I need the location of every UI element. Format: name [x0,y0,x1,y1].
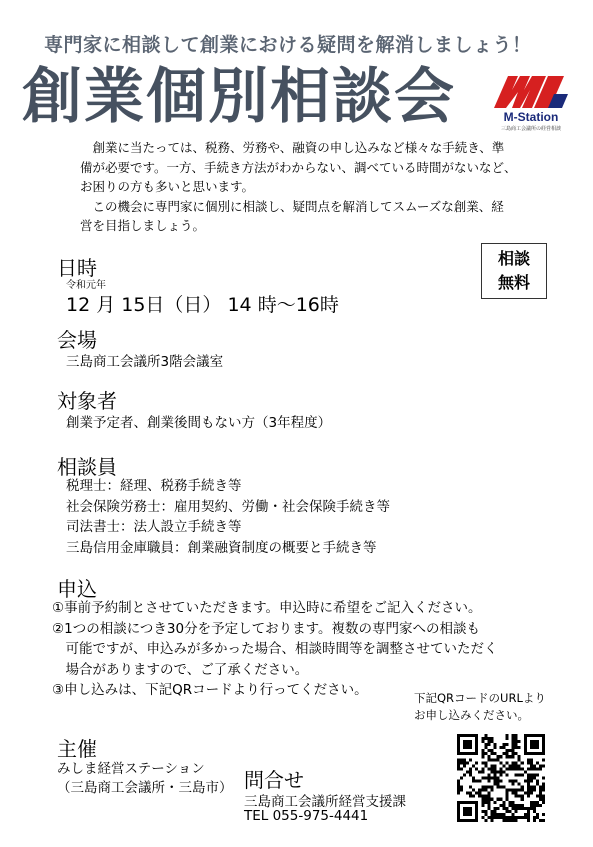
datetime-era: 令和元年 [66,280,106,291]
venue-heading: 会場 [57,328,97,352]
qr-code[interactable] [457,734,545,822]
consultants-heading: 相談員 [57,455,117,479]
intro-paragraph [80,138,520,236]
datetime-value: 12 月 15日（日） 14 時～16時 [66,294,339,316]
intro-line: この機会に専門家に個別に相談し、疑問点を解消してスムーズな創業、経 [80,198,504,214]
free-consultation-badge [481,243,547,299]
intro-line: 創業に当たっては、税務、労務や、融資の申し込みなど様々な手続き、準 [80,140,505,155]
organizer-line: みしま経営ステーション [57,761,205,777]
qr-note-line: 下記QRコードのURLより [414,691,546,705]
contact-tel: TEL 055-975-4441 [244,808,369,824]
target-heading: 対象者 [57,389,117,413]
venue-value: 三島商工会議所3階会議室 [66,354,224,370]
consultant-item: 司法書士：法人設立手続き等 [66,519,242,535]
organizer-line: （三島商工会議所・三島市） [57,780,233,796]
qr-note [414,690,546,724]
target-value: 創業予定者、創業後間もない方（3年程度） [66,415,332,431]
consultant-item: 社会保険労務士：雇用契約、労働・社会保険手続き等 [66,498,390,515]
page-subtitle: 専門家に相談して創業における疑問を解消しましょう！ [44,34,532,56]
page-title: 創業個別相談会 [22,62,456,132]
m-station-logo-mark [490,72,572,112]
apply-line: ②1つの相談につき30分を予定しております。複数の専門家への相談も [52,620,481,637]
contact-heading: 問合せ [244,768,304,792]
qr-note-line: お申し込みください。 [414,708,529,722]
consultants-list [66,476,390,558]
consultant-item: 三島信用金庫職員：創業融資制度の概要と手続き等 [66,539,377,556]
badge-line: 無料 [497,273,530,292]
intro-line: 営を目指しましょう。 [80,218,206,233]
apply-list [52,598,498,701]
organizer-heading: 主催 [57,737,97,761]
apply-line: ③申し込みは、下記QRコードより行ってください。 [52,682,368,698]
intro-line: お困りの方も多いと思います。 [80,179,255,194]
m-station-logo [490,72,572,134]
apply-heading: 申込 [57,577,97,601]
contact-dept: 三島商工会議所経営支援課 [244,794,406,810]
badge-line: 相談 [497,249,530,268]
apply-line: 場合がありますので、ご了承ください。 [52,661,309,678]
logo-name: M-Station [503,110,559,124]
apply-line: 可能ですが、申込みが多かった場合、相談時間等を調整させていただく [52,641,498,657]
logo-subtext: 三島商工会議所の経営相談 [500,126,561,132]
apply-line: ①事前予約制とさせていただきます。申込時に希望をご記入ください。 [52,600,482,616]
intro-line: 備が必要です。一方、手続き方法がわからない、調べている時間がないなど、 [80,159,517,175]
datetime-heading: 日時 [57,256,97,280]
consultant-item: 税理士：経理、税務手続き等 [66,478,242,494]
